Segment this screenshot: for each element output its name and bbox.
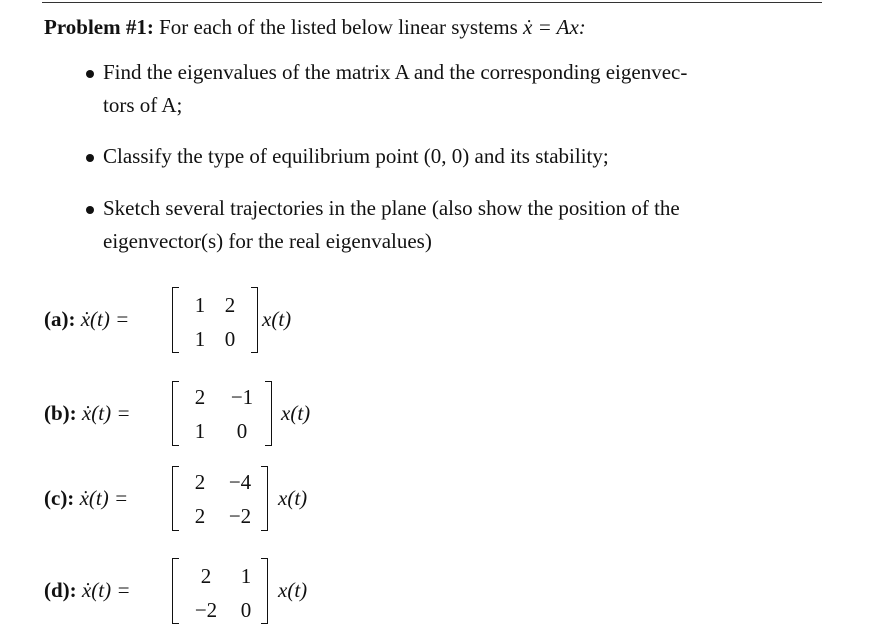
matrix-entry: 2 xyxy=(194,470,206,494)
left-bracket xyxy=(172,558,179,624)
matrix-entry: −4 xyxy=(228,470,252,494)
matrix xyxy=(172,381,272,446)
bullet-icon xyxy=(86,206,94,214)
matrix-entry: 0 xyxy=(224,327,236,351)
bullet-3-line-2: eigenvector(s) for the real eigenvalues) xyxy=(103,229,432,253)
system-label: (a): xyxy=(44,307,76,331)
system-label: (c): xyxy=(44,485,75,510)
system-lhs: ẋ(t) = xyxy=(81,578,131,602)
bullet-1-line-1: Find the eigenvalues of the matrix A and the corresponding eigenvec- xyxy=(103,60,688,84)
left-bracket xyxy=(172,287,179,353)
system-lhs: ẋ(t) = xyxy=(81,400,131,425)
bullet-2-line-1: Classify the type of equilibrium point (0, 0) and its stability; xyxy=(103,144,609,168)
system-b xyxy=(44,401,130,426)
matrix-entry: −1 xyxy=(230,385,254,409)
system-rhs: x(t) xyxy=(278,578,308,602)
system-rhs: x(t) xyxy=(262,307,292,331)
problem-intro: For each of the listed below linear systems xyxy=(159,15,518,39)
system-label: (b): xyxy=(44,400,77,425)
matrix-entry: 1 xyxy=(194,327,206,351)
matrix xyxy=(172,287,258,353)
system-lhs: ẋ(t) = xyxy=(79,485,129,510)
matrix-entry: 1 xyxy=(240,564,252,588)
matrix-entry: 0 xyxy=(240,598,252,622)
matrix-entry: −2 xyxy=(194,598,218,622)
system-rhs: x(t) xyxy=(278,485,308,510)
matrix-entry: 2 xyxy=(200,564,212,588)
system-a xyxy=(44,307,129,332)
right-bracket xyxy=(261,466,268,531)
matrix-entry: 2 xyxy=(224,293,236,317)
matrix xyxy=(172,558,268,624)
bullet-3-line-1: Sketch several trajectories in the plane (also show the position of the xyxy=(103,196,680,220)
system-c xyxy=(44,486,128,511)
left-bracket xyxy=(172,466,179,531)
top-rule xyxy=(42,2,822,3)
matrix-entry: 2 xyxy=(194,385,206,409)
matrix-entry: 1 xyxy=(194,419,206,443)
system-rhs: x(t) xyxy=(281,400,311,425)
system-lhs: ẋ(t) = xyxy=(80,307,130,331)
system-label: (d): xyxy=(44,578,77,602)
bullet-icon xyxy=(86,154,94,162)
matrix-entry: 2 xyxy=(194,504,206,528)
matrix-entry: 0 xyxy=(236,419,248,443)
problem-heading xyxy=(44,15,586,40)
bullet-icon xyxy=(86,70,94,78)
right-bracket xyxy=(251,287,258,353)
matrix xyxy=(172,466,268,531)
matrix-entry: 1 xyxy=(194,293,206,317)
matrix-entry: −2 xyxy=(228,504,252,528)
bullet-1-line-2: tors of A; xyxy=(103,93,183,117)
system-d xyxy=(44,578,130,603)
left-bracket xyxy=(172,381,179,446)
right-bracket xyxy=(265,381,272,446)
problem-system: ẋ = Ax: xyxy=(523,15,586,39)
problem-label: Problem #1: xyxy=(44,15,154,39)
